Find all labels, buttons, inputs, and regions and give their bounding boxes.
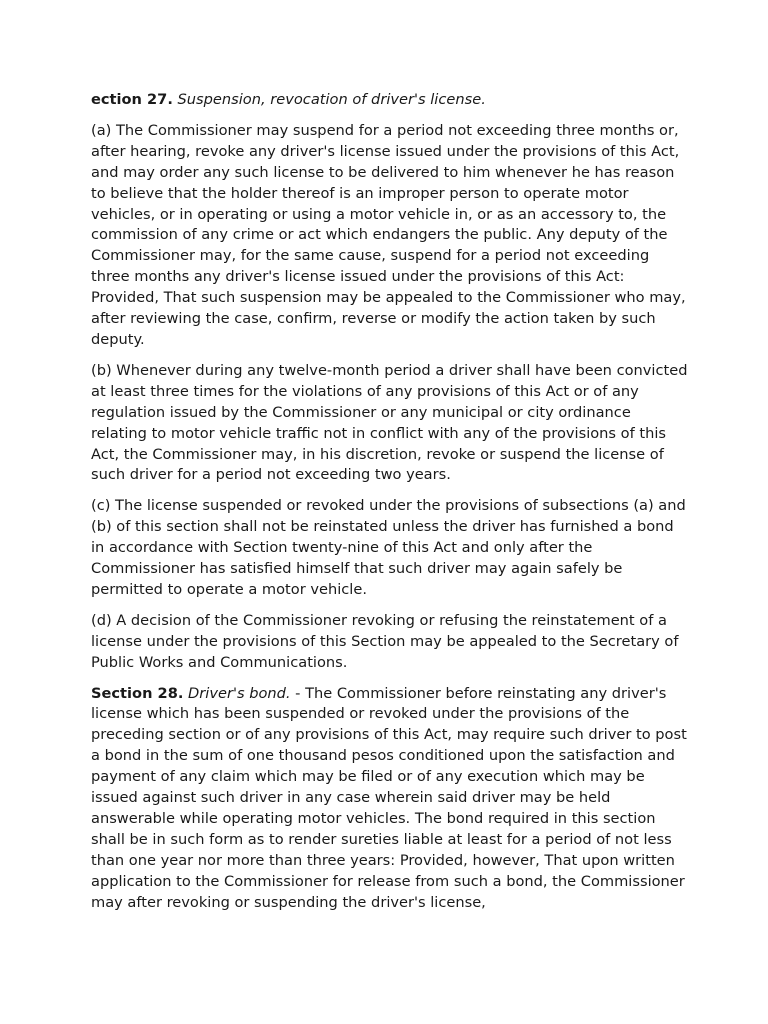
section-27-number: ection 27. <box>91 91 173 108</box>
section-27-paragraph-d: (d) A decision of the Commissioner revoking or refusing the reinstatement of a license under the provisions of this Section may be appealed to the Secretary of Public Works and Communications. <box>91 611 679 671</box>
section-28-title: Driver's bond. <box>188 684 291 702</box>
section-27-paragraph-b: (b) Whenever during any twelve-month period a driver shall have been convicted at least three times for the violations of any provisions of this Act or of any regulation issued by the Commissioner or any municipal or city ordinance relating to motor vehicle traffic not in conflict with any of the provisions of this Act, the Commissioner may, in his discretion, revoke or suspend the license of such driver for a period not exceeding two years. <box>91 361 688 484</box>
document-page <box>91 90 691 924</box>
section-27-paragraph-a: (a) The Commissioner may suspend for a period not exceeding three months or, after hearing, revoke any driver's license issued under the provisions of this Act, and may order any such license to be delivered to him whenever he has reason to believe that the holder thereof is an improper person to operate motor vehicles, or in operating or using a motor vehicle in, or as an accessory to, the commission of any crime or act which endangers the public. Any deputy of the Commissioner may, for the same cause, suspend for a period not exceeding three months any driver's license issued under the provisions of this Act: Provided, That such suspension may be appealed to the Commissioner who may, after reviewing the case, confirm, reverse or modify the action taken by such deputy. <box>91 121 686 348</box>
section-27-title: Suspension, revocation of driver's license. <box>177 91 486 108</box>
section-28-paragraph <box>91 684 691 914</box>
section-27-paragraph-c: (c) The license suspended or revoked under the provisions of subsections (a) and (b) of this section shall not be reinstated unless the driver has furnished a bond in accordance with Section twenty-nine of this Act and only after the Commissioner has satisfied himself that such driver may again safely be permitted to operate a motor vehicle. <box>91 497 686 598</box>
section-27-heading <box>91 90 691 111</box>
section-28-number: Section 28. <box>91 684 184 702</box>
section-28-body: - The Commissioner before reinstating any driver's license which has been suspended or revoked under the provisions of the preceding section or of any provisions of this Act, may require such driver to post a bond in the sum of one thousand pesos conditioned upon the satisfaction and payment of any claim which may be filed or of any execution which may be issued against such driver in any case wherein said driver may be held answerable while operating motor vehicles. The bond required in this section shall be in such form as to render sureties liable at least for a period of not less than one year nor more than three years: Provided, however, That upon written application to the Commissioner for release from such a bond, the Commissioner may after revoking or suspending the driver's license, <box>91 684 687 911</box>
